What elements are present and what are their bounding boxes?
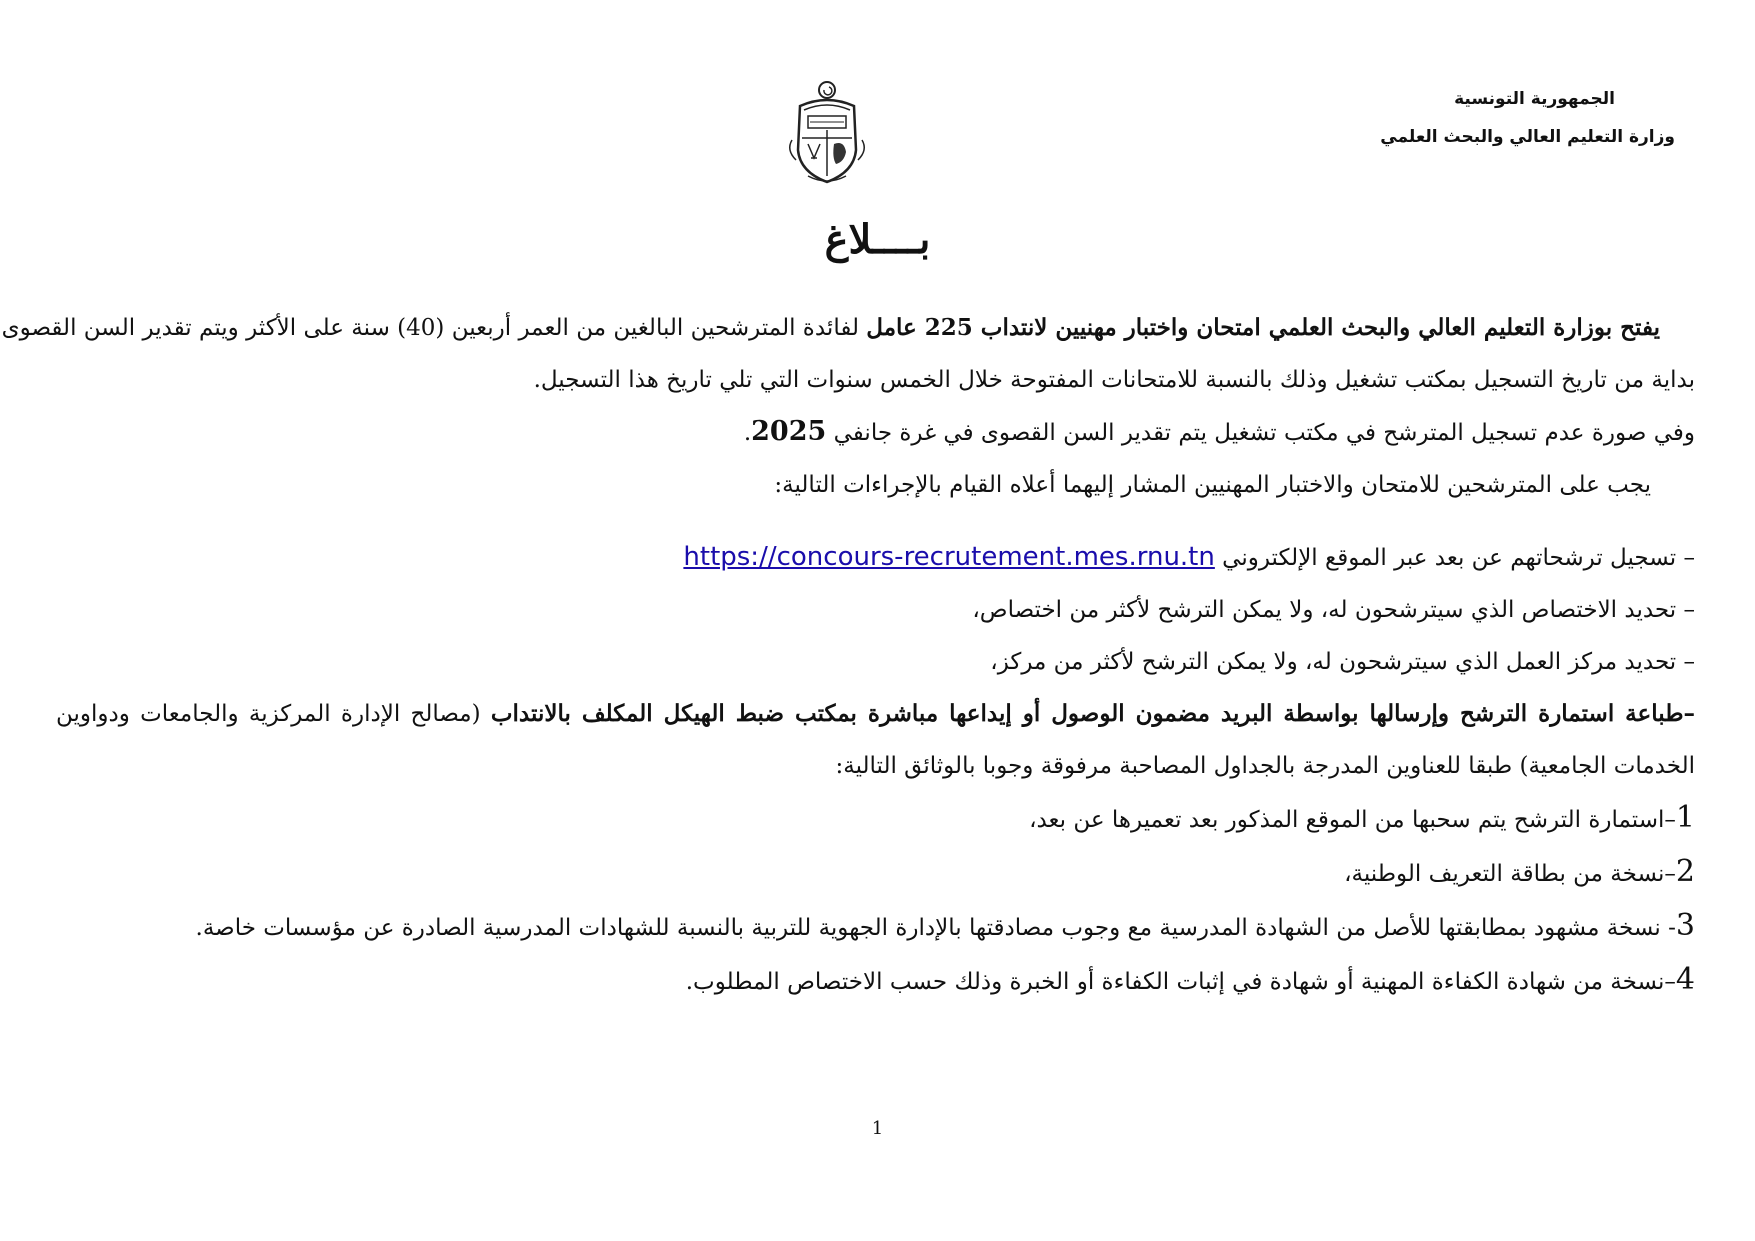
intro-line-3-text: وفي صورة عدم تسجيل المترشح في مكتب تشغيل يتم تقدير السن القصوى في غرة جانفي (826, 420, 1695, 446)
year-value: 2025 (751, 416, 827, 447)
step-work-center: – تحديد مركز العمل الذي سيترشحون له، ولا يمكن الترشح لأكثر من مركز، (990, 649, 1695, 675)
step-specialty: – تحديد الاختصاص الذي سيترشحون له، ولا يمكن الترشح لأكثر من اختصاص، (972, 597, 1695, 623)
tunisia-coat-of-arms-icon (778, 80, 876, 186)
page-number: 1 (871, 1118, 884, 1139)
intro-line-1 (1, 302, 1695, 354)
intro-line-4: يجب على المترشحين للامتحان والاختبار المهنيين المشار إليهما أعلاه القيام بالإجراءات التالية: (774, 472, 1651, 498)
step-print-form-bold: –طباعة استمارة الترشح وإرسالها بواسطة البريد مضمون الوصول أو إيداعها مباشرة بمكتب ضبط الهيكل المكلف بالانتداب (490, 700, 1695, 727)
letterhead (1380, 80, 1675, 156)
announcement-title: بــــلاغ (824, 216, 931, 263)
intro-line-3: وفي صورة عدم تسجيل المترشح في مكتب تشغيل يتم تقدير السن القصوى في غرة جانفي 2025. (743, 416, 1695, 447)
step-print-form (56, 688, 1695, 792)
step-register (56, 531, 1695, 584)
registration-link[interactable]: https://concours-recrutement.mes.rnu.tn (683, 542, 1215, 572)
step-register-text: – تسجيل ترشحاتهم عن بعد عبر الموقع الإلكتروني (1214, 545, 1695, 571)
document-item-3: 3- نسخة مشهود بمطابقتها للأصل من الشهادة المدرسية مع وجوب مصادقتها بالإدارة الجهوية للتربية بالنسبة للشهادات المدرسية الصادرة عن مؤسسات خاصة. (195, 908, 1695, 943)
document-item-1: 1–استمارة الترشح يتم سحبها من الموقع المذكور بعد تعميرها عن بعد، (1029, 800, 1695, 835)
ministry-name: وزارة التعليم العالي والبحث العلمي (1380, 127, 1675, 147)
document-item-2: 2–نسخة من بطاقة التعريف الوطنية، (1344, 854, 1695, 889)
intro-bold: يفتح بوزارة التعليم العالي والبحث العلمي امتحان واختبار مهنيين لانتداب 225 عامل (866, 314, 1660, 341)
announcement-body (1, 302, 1695, 1008)
document-item-4: 4–نسخة من شهادة الكفاءة المهنية أو شهادة في إثبات الكفاءة أو الخبرة وذلك حسب الاختصاص المطلوب. (685, 962, 1695, 997)
intro-line-2: بداية من تاريخ التسجيل بمكتب تشغيل وذلك بالنسبة للامتحانات المفتوحة خلال الخمس سنوات التي تلي تاريخ هذا التسجيل. (533, 367, 1695, 393)
step-print-form-rest: (مصالح الإدارة المركزية والجامعات ودواوين الخدمات الجامعية) طبقا للعناوين المدرجة بالجداول المصاحبة مرفوقة وجوبا بالوثائق التالية: (56, 701, 1695, 779)
intro-rest: لفائدة المترشحين البالغين من العمر أربعين (40) سنة على الأكثر ويتم تقدير السن القصوى (1, 315, 867, 341)
country-name: الجمهورية التونسية (1454, 89, 1615, 109)
